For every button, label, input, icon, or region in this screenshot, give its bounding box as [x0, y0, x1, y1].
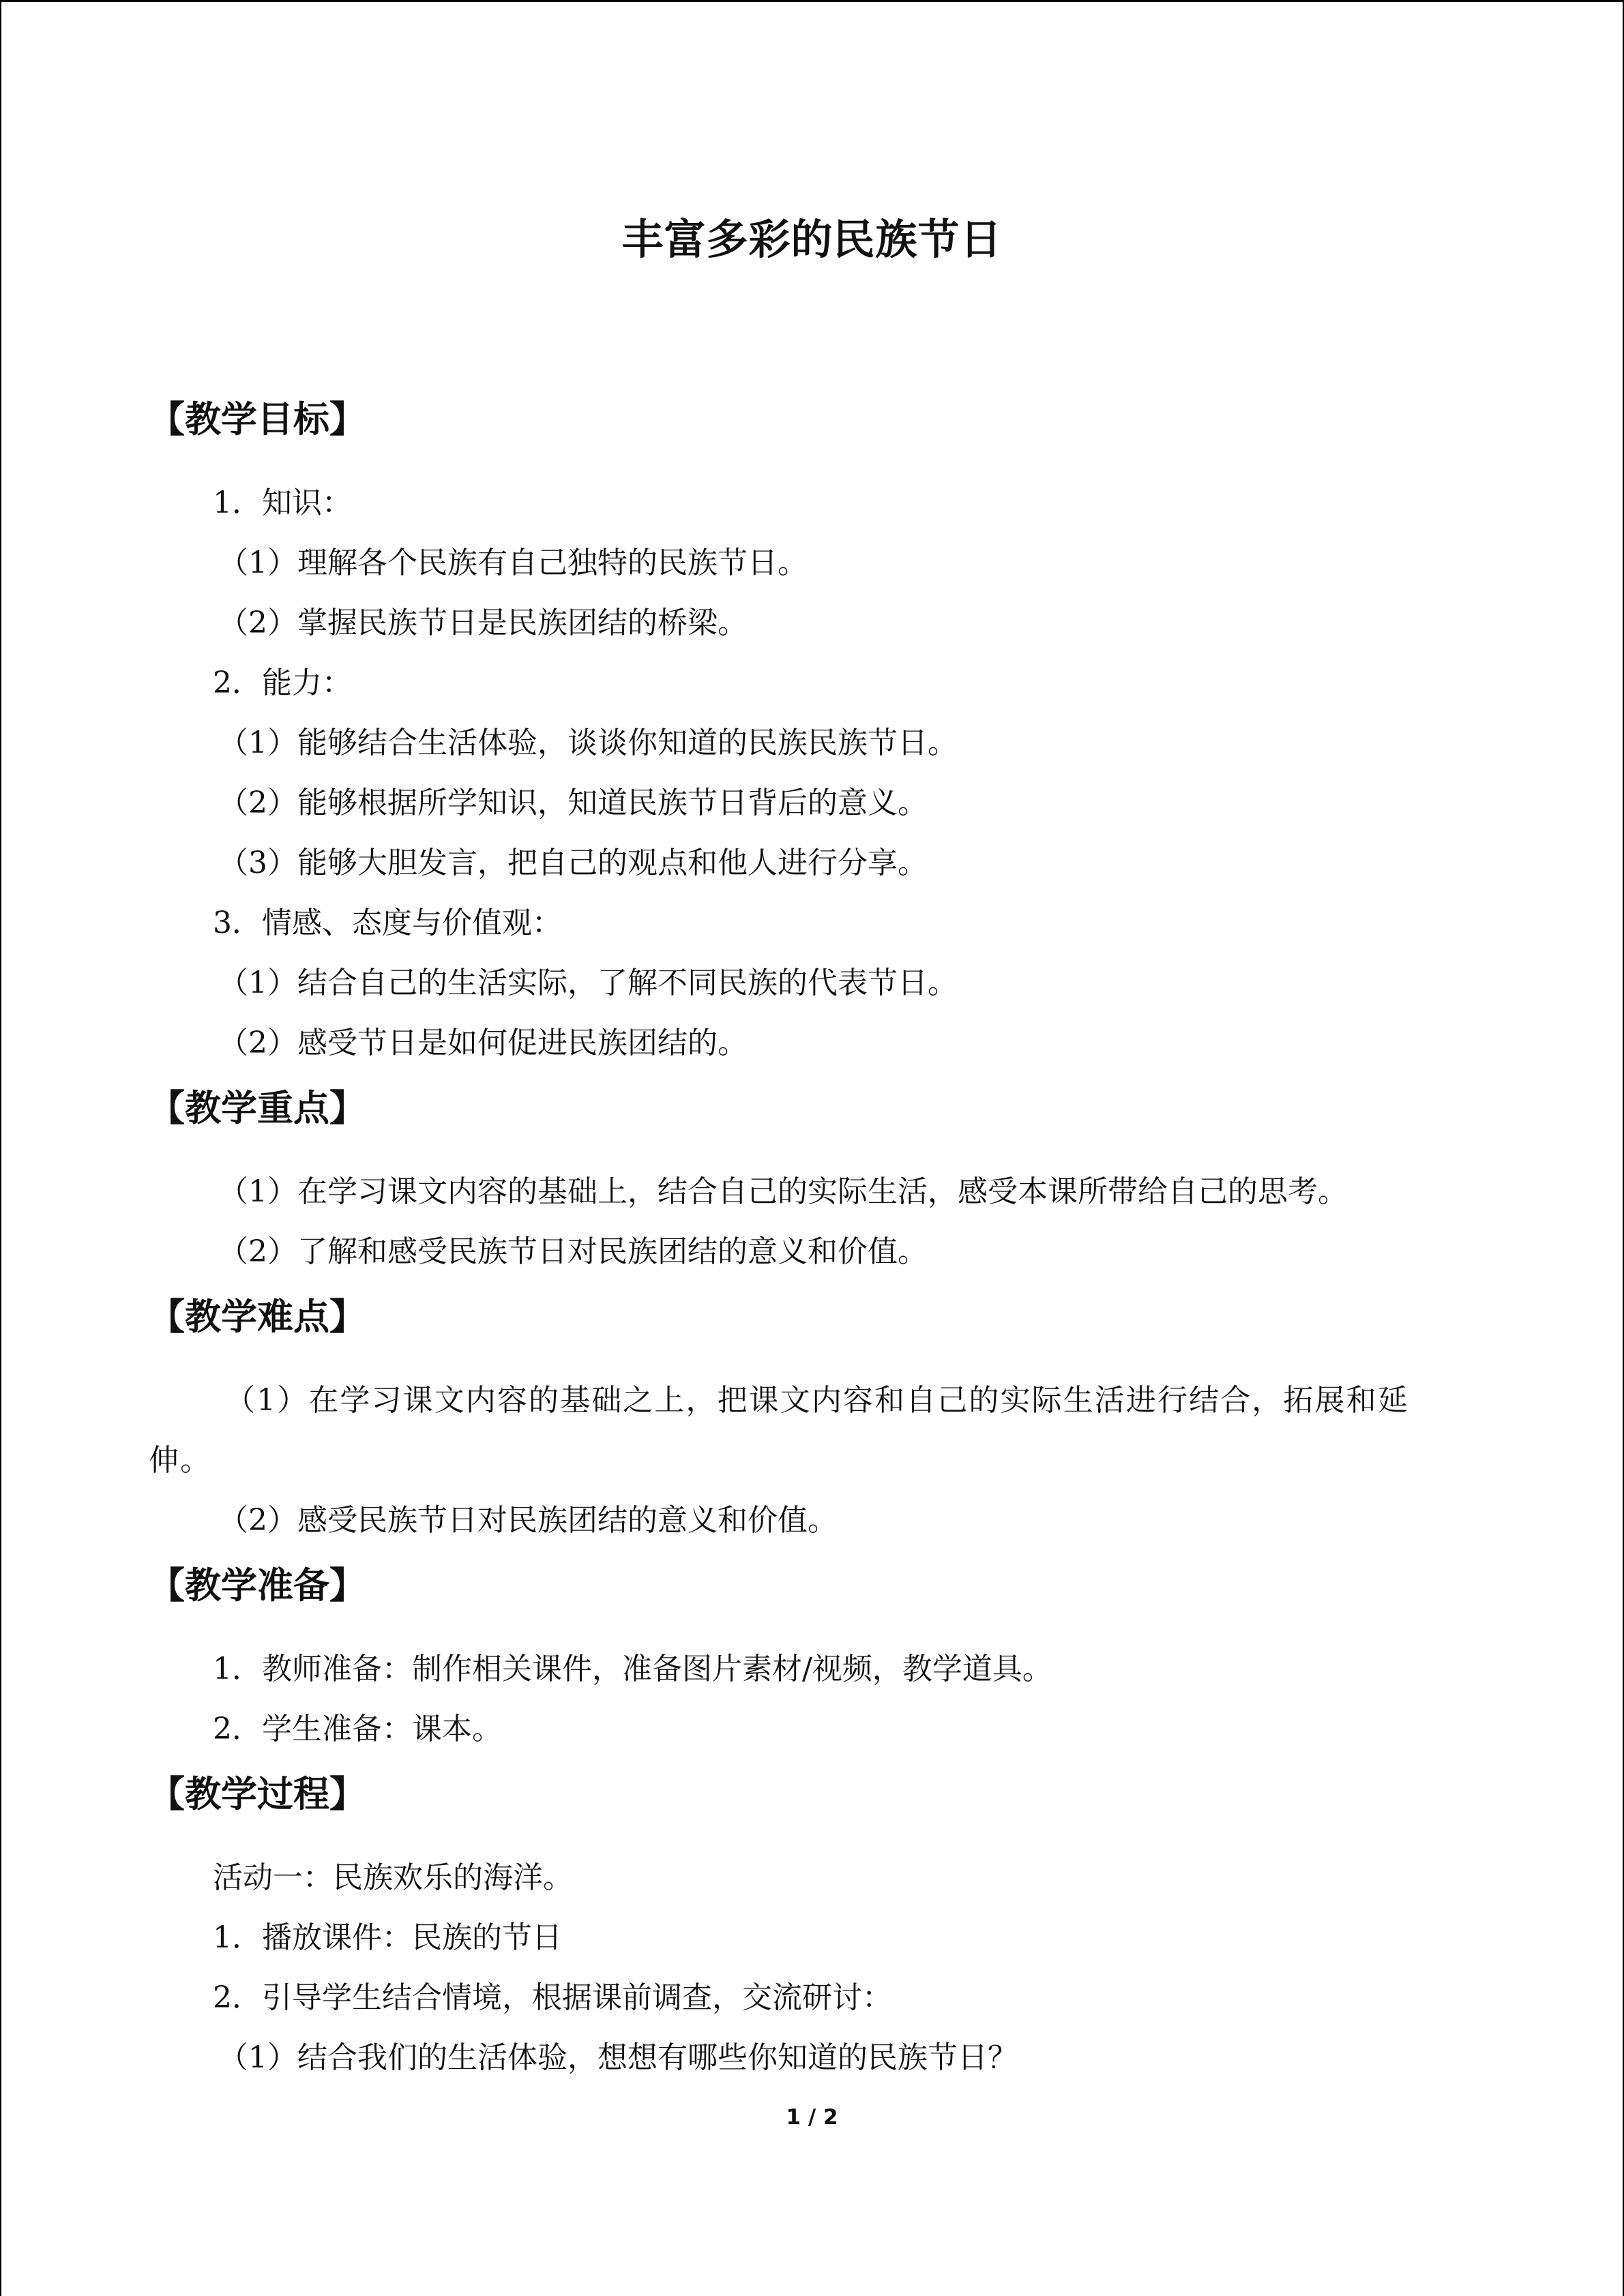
- process-line: （1）结合我们的生活体验，想想有哪些你知道的民族节日？: [218, 2040, 1018, 2075]
- objective-line: 2．能力：: [213, 666, 352, 700]
- objective-line: （1）能够结合生活体验，谈谈你知道的民族民族节日。: [218, 726, 958, 760]
- objective-line: 3．情感、态度与价值观：: [213, 906, 562, 940]
- section-heading-process: 【教学过程】: [149, 1773, 366, 1815]
- section-heading-key-points: 【教学重点】: [149, 1087, 366, 1129]
- page-border-left: [0, 0, 1, 2296]
- section-heading-objectives: 【教学目标】: [149, 398, 366, 441]
- preparation-line: 1．教师准备：制作相关课件，准备图片素材/视频，教学道具。: [213, 1652, 1052, 1686]
- difficulty-line: （2）感受民族节日对民族团结的意义和价值。: [218, 1503, 838, 1538]
- objective-line: （1）理解各个民族有自己独特的民族节日。: [218, 546, 808, 580]
- objective-line: 1．知识：: [213, 486, 352, 520]
- page-border-top: [0, 0, 1624, 2]
- objective-line: （1）结合自己的生活实际，了解不同民族的代表节日。: [218, 966, 958, 1000]
- key-point-line: （2）了解和感受民族节日对民族团结的意义和价值。: [218, 1234, 928, 1269]
- objective-line: （2）感受节日是如何促进民族团结的。: [218, 1026, 748, 1060]
- section-heading-difficulties: 【教学难点】: [149, 1296, 366, 1338]
- objective-line: （2）能够根据所学知识，知道民族节日背后的意义。: [218, 786, 928, 820]
- difficulty-paragraph: （1）在学习课文内容的基础之上，把课文内容和自己的实际生活进行结合，拓展和延伸。: [149, 1383, 1409, 1478]
- process-line: 1．播放课件：民族的节日: [213, 1920, 562, 1955]
- process-line: 活动一：民族欢乐的海洋。: [213, 1860, 573, 1895]
- section-heading-preparation: 【教学准备】: [149, 1564, 366, 1607]
- key-point-line: （1）在学习课文内容的基础上，结合自己的实际生活，感受本课所带给自己的思考。: [218, 1174, 1348, 1209]
- document-title: 丰富多彩的民族节日: [621, 215, 1003, 264]
- objective-line: （3）能够大胆发言，把自己的观点和他人进行分享。: [218, 846, 928, 880]
- page-number: 1 / 2: [786, 2105, 838, 2130]
- process-line: 2．引导学生结合情境，根据课前调查，交流研讨：: [213, 1980, 892, 2015]
- objective-line: （2）掌握民族节日是民族团结的桥梁。: [218, 606, 748, 640]
- preparation-line: 2．学生准备：课本。: [213, 1712, 502, 1746]
